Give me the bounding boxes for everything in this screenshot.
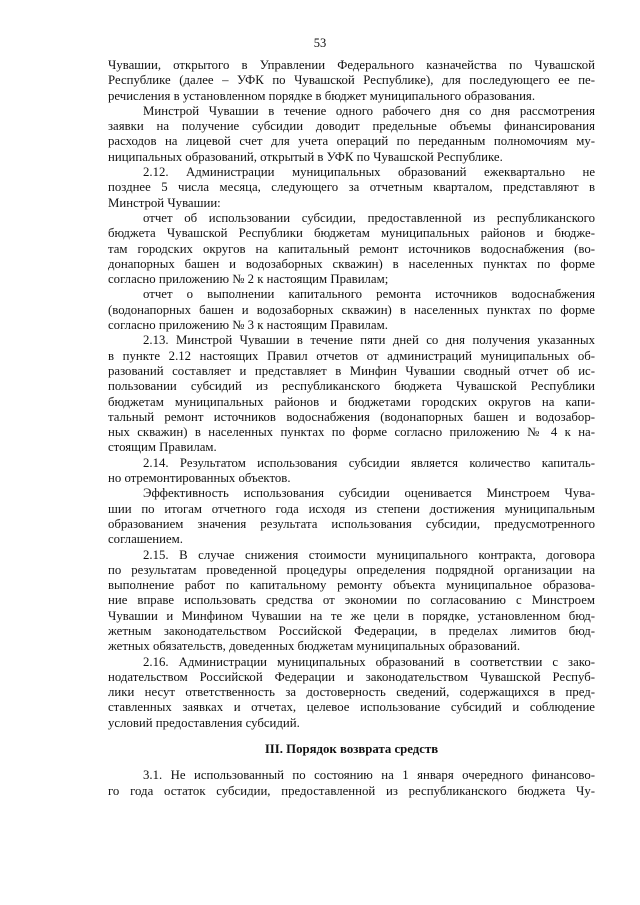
section-paragraphs (108, 768, 595, 799)
text-line: 2.14. Результатом использования субсидии является количество капиталь- (143, 455, 595, 470)
text-line: согласно приложению № 2 к настоящим Правилам; (108, 272, 389, 287)
text-line: Минстрой Чувашии в течение одного рабочего дня со дня рассмотрения (143, 103, 595, 118)
text-line: бюджета Чувашской Республики бюджетам муниципальных районов и бюдже- (108, 226, 595, 241)
text-line: согласно приложению № 3 к настоящим Правилам. (108, 318, 388, 333)
document-body (108, 58, 595, 799)
body-paragraphs (108, 58, 595, 731)
text-line: образованием значения результата использования субсидии, предусмотренного (108, 516, 595, 531)
text-line: соглашением. (108, 532, 183, 547)
text-line: Чувашии и Минфином Чувашии на те же цели в порядке, установленном бюд- (108, 608, 595, 623)
text-line: ставленных заявках и отчетах, целевое использование субсидий и соблюдение (108, 700, 595, 715)
text-line: речисления в установленном порядке в бюджет муниципального образования. (108, 88, 536, 103)
text-line: нодательством Российской Федерации и законодательством Чувашской Респуб- (108, 669, 595, 684)
text-line: 3.1. Не использованный по состоянию на 1 января очередного финансово- (143, 768, 595, 783)
text-line: шии по итогам отчетного года исходя из степени достижения муниципальным (108, 501, 595, 516)
text-line: жетных обязательств, доведенных бюджетам муниципальных образований. (108, 639, 521, 654)
text-line: бюджетам муниципальных районов и бюджетами городских округов на капи- (108, 394, 595, 409)
text-line: условий предоставления субсидий. (108, 715, 300, 730)
text-line: 2.12. Администрации муниципальных образований ежеквартально не (143, 165, 595, 180)
text-line: выполнение работ по капитальному ремонту объекта муниципальное образова- (108, 578, 595, 593)
text-line: Чувашии, открытого в Управлении Федерального казначейства по Чувашской (108, 58, 595, 72)
text-line: 2.15. В случае снижения стоимости муниципального контракта, договора (143, 547, 595, 562)
text-line: Республике (далее – УФК по Чувашской Республике), для последующего ее пе- (108, 73, 595, 88)
text-line: донапорных башен и водозаборных скважин) в населенных пунктах по форме (108, 256, 595, 271)
text-line: пользовании субсидий из республиканского бюджета Чувашской Республики (108, 379, 595, 394)
text-line: ниципальных образований, открытый в УФК по Чувашской Республике. (108, 149, 503, 164)
text-line: там городских округов на капитальный ремонт источников водоснабжения (во- (108, 241, 595, 256)
text-line: расходов на лицевой счет для учета операций по переданным полномочиям му- (108, 134, 595, 149)
text-line: 2.13. Минстрой Чувашии в течение пяти дней со дня получения указанных (143, 333, 595, 348)
text-line: жетным законодательством Российской Федерации, в пределах лимитов бюд- (108, 623, 595, 638)
page-number: 53 (313, 36, 327, 50)
text-line: отчет об использовании субсидии, предоставленной из республиканского (143, 210, 595, 225)
text-line: Минстрой Чувашии: (108, 195, 221, 210)
text-line: отчет о выполнении капитального ремонта источников водоснабжения (143, 287, 595, 302)
text-line: 2.16. Администрации муниципальных образований в соответствии с зако- (143, 654, 595, 669)
text-line: заявки на получение субсидии доводит предельные объемы финансирования (108, 119, 595, 134)
text-line: го года остаток субсидии, предоставленной из республиканского бюджета Чу- (108, 783, 595, 798)
text-line: (водонапорных башен и водозаборных скважин) в населенных пунктах по форме (108, 302, 595, 317)
text-line: по результатам проведенной процедуры определения подрядной организации на (108, 562, 595, 577)
section-heading: III. Порядок возврата средств (264, 742, 439, 757)
text-line: Эффективность использования субсидии оценивается Минстроем Чува- (143, 486, 595, 501)
text-line: ние вправе использовать средства от экономии по согласованию с Минстроем (108, 593, 595, 608)
text-line: стоящим Правилам. (108, 440, 217, 455)
text-line: позднее 5 числа месяца, следующего за отчетным кварталом, представляют в (108, 180, 595, 195)
text-line: лики несут ответственность за достоверность сведений, содержащихся в пред- (108, 685, 595, 700)
text-line: разований составляет и представляет в Минфин Чувашии сводный отчет об ис- (108, 363, 595, 378)
text-line: тальный ремонт источников водоснабжения (водонапорных башен и водозабор- (108, 409, 595, 424)
text-line: ных скважин) в населенных пунктах по форме согласно приложению № 4 к на- (108, 425, 595, 440)
text-line: в пункте 2.12 настоящих Правил отчетов от администраций муниципальных об- (108, 348, 595, 363)
text-line: но отремонтированных объектов. (108, 471, 291, 486)
